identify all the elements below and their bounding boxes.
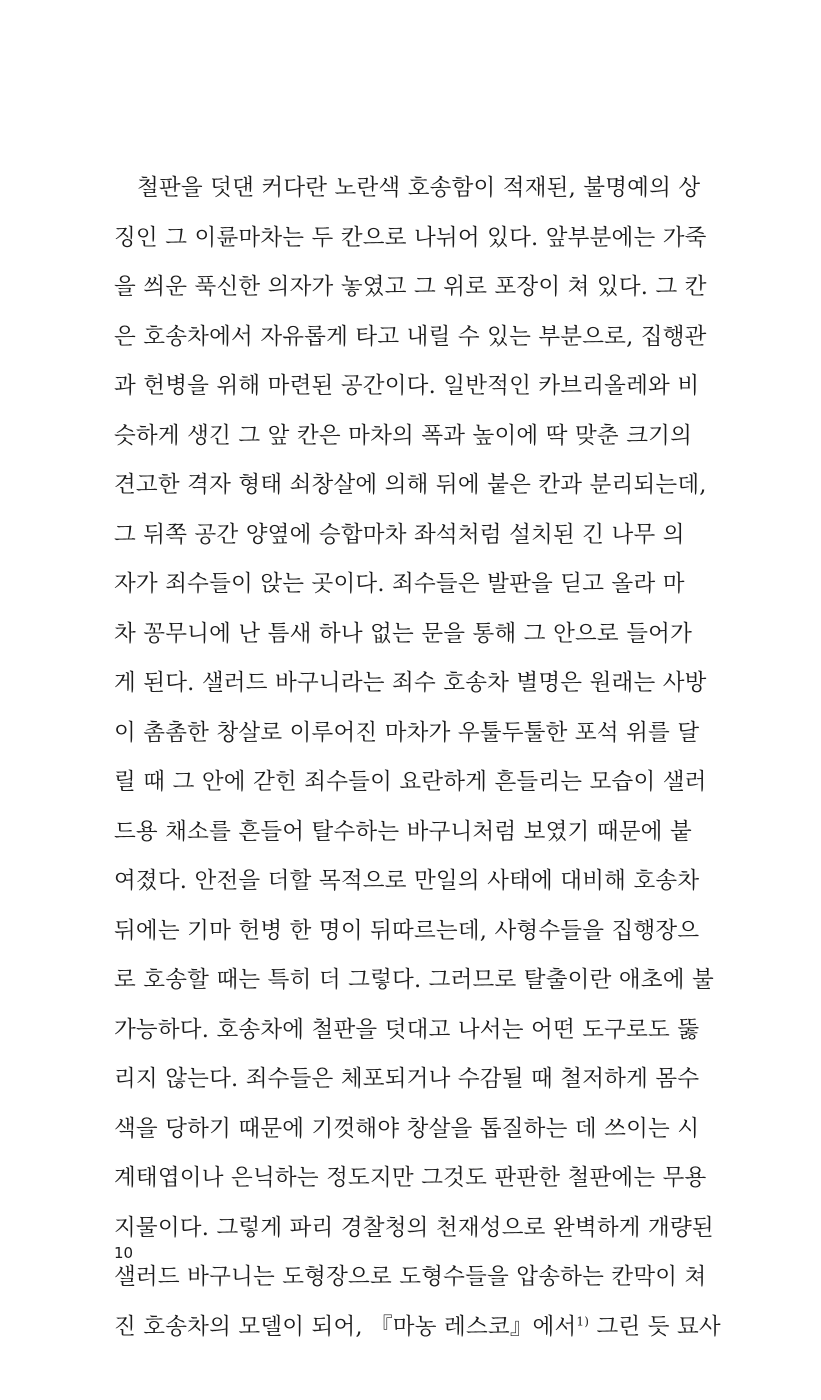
text-line: 로 호송할 때는 특히 더 그렇다. 그러므로 탈출이란 애초에 불 xyxy=(114,967,714,993)
text-line: 지물이다. 그렇게 파리 경찰청의 천재성으로 완벽하게 개량된 xyxy=(114,1214,714,1241)
text-line: 계태엽이나 은닉하는 정도지만 그것도 판판한 철판에는 무용 xyxy=(114,1165,707,1191)
text-line: 견고한 격자 형태 쇠창살에 의해 뒤에 붙은 칸과 분리되는데, xyxy=(114,472,707,498)
text-line: 뒤에는 기마 헌병 한 명이 뒤따르는데, 사형수들을 집행장으 xyxy=(114,917,700,944)
text-line: 릴 때 그 안에 갇힌 죄수들이 요란하게 흔들리는 모습이 샐러 xyxy=(114,769,707,795)
text-line: 차 꽁무니에 난 틈새 하나 없는 문을 통해 그 안으로 들어가 xyxy=(114,620,693,647)
text-line: 자가 죄수들이 앉는 곳이다. 죄수들은 발판을 딛고 올라 마 xyxy=(114,571,685,597)
text-line: 가능하다. 호송차에 철판을 덧대고 나서는 어떤 도구로도 뚫 xyxy=(114,1016,700,1043)
text-line: 그 뒤쪽 공간 양옆에 승합마차 좌석처럼 설치된 긴 나무 의 xyxy=(114,521,685,548)
text-line-last-tail: 그린 듯 묘사 xyxy=(589,1313,721,1340)
text-line: 슷하게 생긴 그 앞 칸은 마차의 폭과 높이에 딱 맞춘 크기의 xyxy=(114,422,693,449)
text-line: 과 헌병을 위해 마련된 공간이다. 일반적인 카브리올레와 비 xyxy=(114,373,700,399)
text-line: 철판을 덧댄 커다란 노란색 호송함이 적재된, 불명예의 상 xyxy=(137,175,701,201)
text-line-last-head: 진 호송차의 모델이 되어, 『마농 레스코』에서 xyxy=(114,1313,577,1340)
text-line: 이 촘촘한 창살로 이루어진 마차가 우툴두툴한 포석 위를 달 xyxy=(114,719,700,746)
text-line: 징인 그 이륜마차는 두 칸으로 나뉘어 있다. 앞부분에는 가죽 xyxy=(114,224,707,251)
text-line: 리지 않는다. 죄수들은 체포되거나 수감될 때 철저하게 몸수 xyxy=(114,1066,700,1092)
footnote-marker[interactable]: 1) xyxy=(576,1314,590,1328)
text-line: 은 호송차에서 자유롭게 타고 내릴 수 있는 부분으로, 집행관 xyxy=(114,323,707,350)
text-line: 색을 당하기 때문에 기껏해야 창살을 톱질하는 데 쓰이는 시 xyxy=(114,1115,700,1142)
body-text xyxy=(114,164,721,1352)
text-line-last xyxy=(114,1303,721,1353)
page-number: 10 xyxy=(114,1244,134,1262)
text-line: 샐러드 바구니는 도형장으로 도형수들을 압송하는 칸막이 쳐 xyxy=(114,1264,707,1290)
text-line: 드용 채소를 흔들어 탈수하는 바구니처럼 보였기 때문에 붙 xyxy=(114,818,692,845)
text-line: 게 된다. 샐러드 바구니라는 죄수 호송차 별명은 원래는 사방 xyxy=(114,670,707,696)
text-line: 을 씌운 푹신한 의자가 놓였고 그 위로 포장이 쳐 있다. 그 칸 xyxy=(114,274,707,300)
text-line: 여졌다. 안전을 더할 목적으로 만일의 사태에 대비해 호송차 xyxy=(114,868,700,894)
